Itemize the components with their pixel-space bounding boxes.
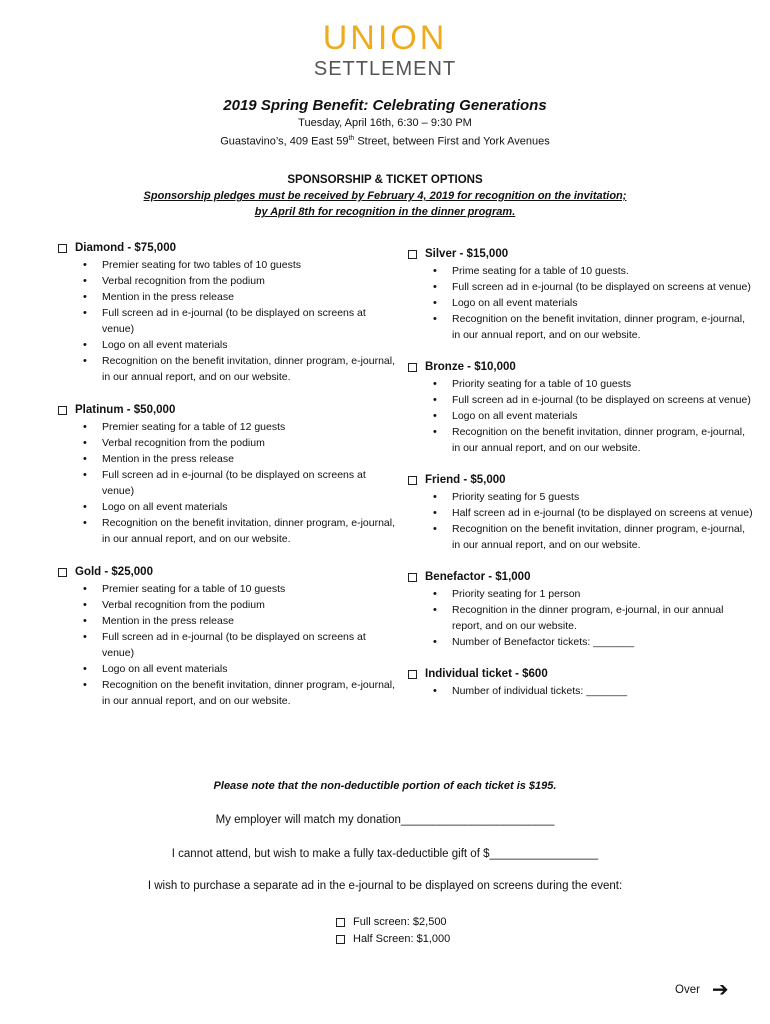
tier-title: Bronze - $10,000 xyxy=(425,361,516,373)
benefit-item: • Mention in the press release xyxy=(102,451,398,467)
tier-checkbox[interactable] xyxy=(408,476,417,485)
tier-heading[interactable] xyxy=(58,402,398,418)
benefit-item: • Verbal recognition from the podium xyxy=(102,435,398,451)
section-heading: SPONSORSHIP & TICKET OPTIONS xyxy=(287,174,483,186)
tier-checkbox[interactable] xyxy=(408,250,417,259)
benefit-item: • Priority seating for a table of 10 guests xyxy=(452,376,753,392)
benefit-item: • Mention in the press release xyxy=(102,289,398,305)
benefit-item: • Logo on all event materials xyxy=(452,295,753,311)
event-venue xyxy=(0,131,770,150)
benefit-item: • Logo on all event materials xyxy=(102,661,398,677)
half-screen-option[interactable] xyxy=(336,933,450,945)
benefit-item: • Full screen ad in e-journal (to be displayed on screens at venue) xyxy=(452,392,753,408)
event-date: Tuesday, April 16th, 6:30 – 9:30 PM xyxy=(298,117,472,129)
half-screen-checkbox[interactable] xyxy=(336,935,345,944)
right-tier-column xyxy=(408,246,753,715)
tier-benefits-list xyxy=(408,586,753,650)
logo-settlement-text: SETTLEMENT xyxy=(313,58,457,80)
half-screen-label: Half Screen: $1,000 xyxy=(353,933,451,945)
benefit-item: • Premier seating for two tables of 10 guests xyxy=(102,257,398,273)
benefit-item: • Number of individual tickets: _______ xyxy=(452,683,753,699)
benefit-item: • Recognition on the benefit invitation, dinner program, e-journal, in our annual report, and on our website. xyxy=(102,353,398,385)
benefit-item: • Priority seating for 5 guests xyxy=(452,489,753,505)
benefit-item: • Recognition on the benefit invitation, dinner program, e-journal, in our annual report, and on our website. xyxy=(452,521,753,553)
benefit-item: • Logo on all event materials xyxy=(102,337,398,353)
tier-block xyxy=(408,359,753,456)
full-screen-option[interactable] xyxy=(336,916,447,928)
tier-checkbox[interactable] xyxy=(58,244,67,253)
nondeductible-note: Please note that the non-deductible portion of each ticket is $195. xyxy=(213,780,557,792)
tier-checkbox[interactable] xyxy=(408,670,417,679)
benefit-item: • Verbal recognition from the podium xyxy=(102,273,398,289)
full-screen-checkbox[interactable] xyxy=(336,918,345,927)
benefit-item: • Half screen ad in e-journal (to be displayed on screens at venue) xyxy=(452,505,753,521)
benefit-item: • Full screen ad in e-journal (to be displayed on screens at venue) xyxy=(102,305,398,337)
tier-benefits-list xyxy=(408,489,753,553)
employer-match-line[interactable]: My employer will match my donation________________________ xyxy=(215,814,555,826)
tier-benefits-list xyxy=(58,419,398,547)
over-indicator[interactable] xyxy=(675,979,729,1001)
benefit-item: • Recognition on the benefit invitation, dinner program, e-journal, in our annual report, and on our website. xyxy=(452,311,753,343)
tier-title: Silver - $15,000 xyxy=(425,248,509,260)
tier-heading[interactable] xyxy=(408,359,753,375)
tier-benefits-list xyxy=(58,257,398,385)
tier-block xyxy=(408,666,753,699)
tier-checkbox[interactable] xyxy=(408,363,417,372)
tax-deductible-gift-line[interactable]: I cannot attend, but wish to make a fully tax-deductible gift of $_________________ xyxy=(171,848,599,860)
tier-checkbox[interactable] xyxy=(58,568,67,577)
benefit-item: • Full screen ad in e-journal (to be displayed on screens at venue) xyxy=(452,279,753,295)
union-settlement-logo xyxy=(0,20,770,80)
benefit-item: • Premier seating for a table of 12 guests xyxy=(102,419,398,435)
benefit-item: • Mention in the press release xyxy=(102,613,398,629)
tier-block xyxy=(408,472,753,553)
tier-title: Benefactor - $1,000 xyxy=(425,571,531,583)
benefit-item: • Premier seating for a table of 10 guests xyxy=(102,581,398,597)
tier-heading[interactable] xyxy=(58,240,398,256)
left-tier-column xyxy=(58,240,398,726)
tier-heading[interactable] xyxy=(408,246,753,262)
tier-block xyxy=(58,564,398,709)
benefit-item: • Full screen ad in e-journal (to be displayed on screens at venue) xyxy=(102,467,398,499)
tier-block xyxy=(408,569,753,650)
benefit-item: • Full screen ad in e-journal (to be displayed on screens at venue) xyxy=(102,629,398,661)
tier-title: Individual ticket - $600 xyxy=(425,668,548,680)
benefit-item: • Logo on all event materials xyxy=(102,499,398,515)
benefit-item: • Recognition on the benefit invitation, dinner program, e-journal, in our annual report, and on our website. xyxy=(102,677,398,709)
tier-benefits-list xyxy=(408,376,753,456)
benefit-item: • Logo on all event materials xyxy=(452,408,753,424)
sponsorship-section-header xyxy=(0,172,770,220)
tier-block xyxy=(408,246,753,343)
tier-title: Gold - $25,000 xyxy=(75,566,153,578)
tier-heading[interactable] xyxy=(408,569,753,585)
event-header xyxy=(0,96,770,150)
tier-benefits-list xyxy=(58,581,398,709)
tier-benefits-list xyxy=(408,683,753,699)
tier-heading[interactable] xyxy=(408,472,753,488)
tier-block xyxy=(58,240,398,385)
benefit-item: • Recognition on the benefit invitation, dinner program, e-journal, in our annual report, and on our website. xyxy=(452,424,753,456)
benefit-item: • Number of Benefactor tickets: _______ xyxy=(452,634,753,650)
tier-title: Platinum - $50,000 xyxy=(75,404,176,416)
ad-purchase-line: I wish to purchase a separate ad in the e-journal to be displayed on screens during the event: xyxy=(147,880,623,892)
tier-block xyxy=(58,402,398,547)
event-title: 2019 Spring Benefit: Celebrating Generations xyxy=(223,97,547,114)
tier-checkbox[interactable] xyxy=(58,406,67,415)
tier-checkbox[interactable] xyxy=(408,573,417,582)
benefit-item: • Recognition on the benefit invitation, dinner program, e-journal, in our annual report, and on our website. xyxy=(102,515,398,547)
benefit-item: • Recognition in the dinner program, e-journal, in our annual report, and on our website. xyxy=(452,602,753,634)
benefit-item: • Prime seating for a table of 10 guests. xyxy=(452,263,753,279)
pledge-deadline-note-2: by April 8th for recognition in the dinner program. xyxy=(254,206,516,218)
over-label: Over xyxy=(675,984,700,996)
tier-title: Diamond - $75,000 xyxy=(75,242,176,254)
tier-benefits-list xyxy=(408,263,753,343)
tier-heading[interactable] xyxy=(58,564,398,580)
benefit-item: • Verbal recognition from the podium xyxy=(102,597,398,613)
benefit-item: • Priority seating for 1 person xyxy=(452,586,753,602)
venue-part-2: Street, between First and York Avenues xyxy=(354,135,550,148)
venue-part-1: Guastavino’s, 409 East 59 xyxy=(220,135,349,148)
venue-ordinal: th xyxy=(348,135,355,142)
tier-title: Friend - $5,000 xyxy=(425,474,506,486)
full-screen-label: Full screen: $2,500 xyxy=(353,916,447,928)
tier-heading[interactable] xyxy=(408,666,753,682)
pledge-deadline-note-1: Sponsorship pledges must be received by February 4, 2019 for recognition on the invitation; xyxy=(143,190,627,202)
arrow-right-icon: ➔ xyxy=(711,979,729,1001)
logo-union-text: UNION xyxy=(322,19,448,57)
